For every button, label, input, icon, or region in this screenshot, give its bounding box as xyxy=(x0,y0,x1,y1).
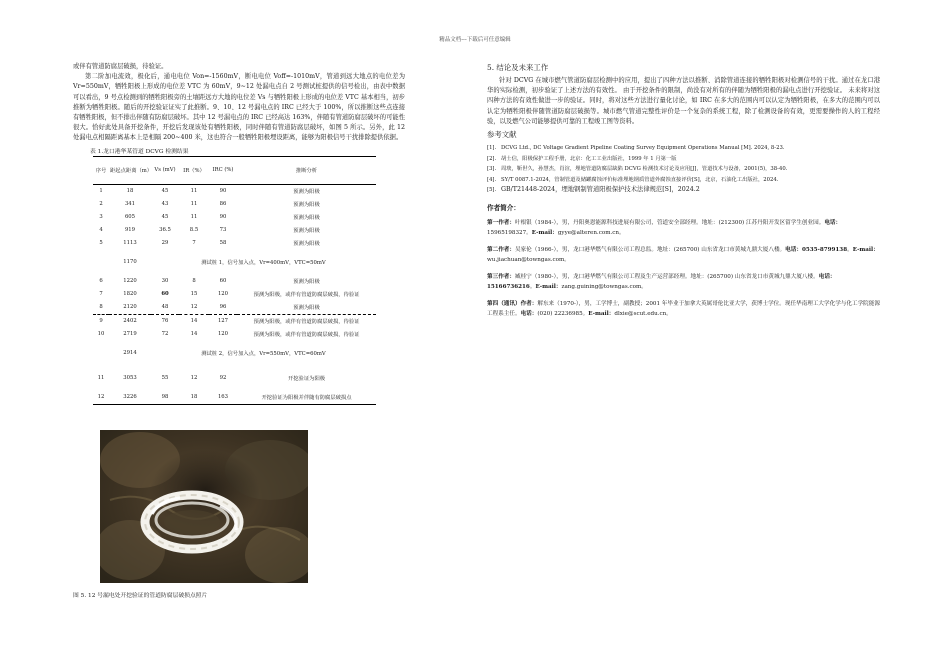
table-row xyxy=(93,198,376,211)
table-cell: 90 xyxy=(219,188,227,195)
table-cell: 919 xyxy=(124,227,136,234)
table-cell: 2914 xyxy=(123,350,137,357)
table-cell: 预测为阳极 xyxy=(237,301,376,315)
references-title: 参考文献 xyxy=(487,130,517,140)
table-cell: 6 xyxy=(99,278,103,285)
table-cell: 341 xyxy=(124,201,136,208)
table-cell: 2402 xyxy=(123,318,137,325)
reference-item xyxy=(487,154,880,165)
table-cell: 测试桩 2，信号加入点，Vr=550mV，VTC=60mV xyxy=(201,351,326,358)
text-span: GB/T21448-2024，埋地钢制管道阳极保护技术法律规范[S]，2024.2 xyxy=(501,186,700,194)
page-header: 精品文档---下载后可任意编辑 xyxy=(439,37,511,43)
author-entry: 第一作者：叶根银（1984-），男，丹阳奥恩能源科技进展有限公司，管道安全部经理。地址：(212300) 江苏丹阳开发区留学生创业园。电话：15965198327。E-mail：gyye@alteren.com.cn。 xyxy=(487,219,842,237)
reference-item xyxy=(487,175,880,186)
table-cell: 测试桩 1，信号加入点，Vr=400mV，VTC=50mV xyxy=(201,260,326,267)
table-cell: 7 xyxy=(192,240,196,247)
table-cell: 预测为阳极 xyxy=(293,241,320,248)
reference-item xyxy=(487,185,880,196)
col-header-vs: Vs (mV) xyxy=(151,156,179,184)
table-cell: 1170 xyxy=(123,259,137,266)
table-cell xyxy=(93,250,109,275)
table-row xyxy=(93,328,376,341)
reference-item xyxy=(487,143,880,154)
text-span: E-mail： xyxy=(535,284,562,291)
section-title: 5. 结论及未来工作 xyxy=(487,63,549,72)
table-cell: 14 xyxy=(190,318,198,325)
text-span: 电话： xyxy=(824,219,842,226)
col-header-irc: IRC (%) xyxy=(209,156,237,184)
authors-title: 作者简介： xyxy=(487,203,520,212)
table-cell: 92 xyxy=(219,375,227,382)
author-entry: 第三作者：臧桂宁（1980-），男，龙口港华燃气有限公司工程及生产运营部经理。地址：(265700) 山东省龙口市黄城九鼎大厦八楼。电话：15166736216。E-mail：zang.guining@towngas.com。 xyxy=(487,273,836,291)
text-span: 电话： xyxy=(818,273,836,280)
table-cell: 3 xyxy=(99,214,103,221)
table-cell: 1820 xyxy=(123,291,137,298)
table-cell: 1220 xyxy=(123,278,137,285)
table-cell: 45 xyxy=(161,214,169,221)
text-span: dlxie@scut.edu.cn。 xyxy=(614,311,672,318)
table-cell: 开挖验证为阳极并伴随有防腐层破损点 xyxy=(237,391,376,405)
text-span: 叶根银（1984-），男，丹阳奥恩能源科技进展有限公司，管道安全部经理。地址：(212300) 江苏丹阳开发区留学生创业园。 xyxy=(514,219,825,226)
table-cell: 120 xyxy=(217,291,229,298)
table-cell: 12 xyxy=(179,301,209,315)
text-span: 电话： xyxy=(520,311,538,318)
test-point-row xyxy=(93,341,376,366)
table-caption: 表 1.龙口港华某管道 DCVG 检测结果 xyxy=(90,148,189,155)
table-cell: 96 xyxy=(209,301,237,315)
figure-caption: 图 5. 12 号漏电处开挖验证的管道防腐层破损点照片 xyxy=(73,593,208,599)
table-cell: 43 xyxy=(161,201,169,208)
table-cell: 1 xyxy=(99,188,103,195)
table-cell: 11 xyxy=(190,214,198,221)
table-cell: 11 xyxy=(97,375,105,382)
table-cell: 36.5 xyxy=(159,227,171,234)
text-span: E-mail： xyxy=(531,230,558,237)
excavation-photo-image xyxy=(100,430,308,583)
table-cell: 15 xyxy=(190,291,198,298)
author-entry: 第二作者：吴家伦（1966-），男，龙口港华燃气有限公司工程总监。地址：(265700) 山东省龙口市黄城九鼎大厦八楼。电话：0535-8799138。E-mail：wu.jiachuan@towngas.com。 xyxy=(487,246,879,264)
dcvg-results-table xyxy=(93,156,376,405)
left-column xyxy=(73,62,405,405)
table-cell: 60 xyxy=(161,291,169,298)
table-cell: 11 xyxy=(190,201,198,208)
text-span: 15965198327 xyxy=(487,230,527,237)
table-cell: 11 xyxy=(190,188,198,195)
table-cell: 90 xyxy=(219,214,227,221)
table-cell: 30 xyxy=(161,278,169,285)
text-span: 吴家伦（1966-），男，龙口港华燃气有限公司工程总监。地址：(265700) 山东省龙口市黄城九鼎大厦八楼。 xyxy=(514,246,786,253)
table-row xyxy=(93,184,376,198)
paragraph-conclusion: 针对 DCVG 在城市燃气管道防腐层检测中的应用，提出了四种方法以推断、消除管道连接的牺牲阳极对检测信号的干扰。通过在龙口港华的实际检测，初步验证了上述方法的有效性。 由于开挖条件的限制，尚没有对所有的伴随为牺牲阳极的漏电点进行开挖验证。 未来将对这四种方法的有效性做进一步的验证。同时，将对这些方法进行量化讨论，如 IRC 在多大的范围内可以认定为牺牲阳极，在多大的范围内可以认定为牺牲阳极伴随管道防腐层破损等。城市燃气管道完整性评价是一个复杂的系统工程，除了检测设备的有效，更需要操作的人的工程经验，以及燃气公司能够提供可靠的工程竣工图等资料。 xyxy=(487,77,880,125)
table-cell xyxy=(93,341,109,366)
table-cell: 98 xyxy=(151,391,179,405)
table-cell: 29 xyxy=(161,240,169,247)
text-span: [3]. xyxy=(487,166,497,173)
table-row xyxy=(93,288,376,301)
text-span: (020) 22236985 xyxy=(537,311,583,318)
table-cell: 5 xyxy=(99,240,103,247)
text-span: [2]. xyxy=(487,155,497,162)
reference-item xyxy=(487,164,880,175)
table-cell: 76 xyxy=(161,318,169,325)
table-cell: 73 xyxy=(219,227,227,234)
table-cell: 18 xyxy=(179,391,209,405)
table-row xyxy=(93,301,376,315)
test-point-row xyxy=(93,250,376,275)
text-span: gyye@alteren.com.cn。 xyxy=(557,230,625,237)
table-cell: 预测为阳极 xyxy=(293,189,320,196)
col-header-analysis: 推断分析 xyxy=(237,156,376,184)
table-cell: 预测为阳极，或伴有管道防腐层破损，待验证 xyxy=(253,292,360,299)
table-row xyxy=(93,366,376,391)
text-span: 第四（通讯）作者： xyxy=(487,300,538,307)
table-row xyxy=(93,211,376,224)
table-cell: 14 xyxy=(190,331,198,338)
table-cell: 163 xyxy=(209,391,237,405)
text-span: E-mail： xyxy=(852,246,879,253)
table-row xyxy=(93,237,376,250)
table-cell: 2719 xyxy=(123,331,137,338)
text-span: DCVG Ltd., DC Voltage Gradient Pipeline Coating Survey Equipment Operations Manual [M]. 2024, 8-23. xyxy=(501,145,785,152)
table-row xyxy=(93,275,376,288)
author-entry: 第四（通讯）作者：解东来（1970-），男，工学博士，副教授；2001 年毕业于加拿大英属哥伦比亚大学，获博士学位。现任华南理工大学化学与化工学院能源工程系主任。电话：(020) 22236985。E-mail：dlxie@scut.edu.cn。 xyxy=(487,300,880,318)
table-cell: 预测为阳极 xyxy=(293,279,320,286)
text-span: 电话： xyxy=(785,246,802,253)
table-cell: 12 xyxy=(93,391,109,405)
text-span: [4]. xyxy=(487,176,497,183)
text-span: 周琰，靳世久，孙慧杰，肖渲，埋地管道防腐层缺陷 DCVG 检测技术讨论及应用[J]，管道技术与设备，2001(5)，38-40. xyxy=(501,166,788,173)
text-span: 解东来（1970-），男，工学博士，副教授；2001 年毕业于加拿大英属哥伦比亚大学，获博士学位。现任华南理工大学化学与化工学院能源工程系主任。 xyxy=(487,300,880,318)
text-span: 0535-8799138 xyxy=(801,246,848,253)
table-cell: 12 xyxy=(190,375,198,382)
table-cell: 55 xyxy=(161,375,169,382)
col-header-ir: IR（%） xyxy=(179,156,209,184)
table-cell: 预测为阳极，或伴有管道防腐层破损，待验证 xyxy=(253,319,360,326)
text-span: 15166736216 xyxy=(487,284,530,291)
table-cell: 18 xyxy=(126,188,134,195)
table-cell: 2 xyxy=(99,201,103,208)
table-cell: 48 xyxy=(151,301,179,315)
paragraph-analysis: 第二阶加电流效，极化后，通电电位 Von=-1560mV，断电电位 Voff=-1010mV，管道到远大地点的电位差为 Vr=550mV，牺牲阳极上形成的电位差 VTC 为 60mV，9~12 处漏电点自 2 号测试桩提供的信号检出，由表中数据可以看出，9 号点检测到的牺牲阳极旁的土壤距远方大地的电位差 Vs 与牺牲阳极上形成的电位差 VTC 基本相当，初步推断为牺牲阳极。随后的开挖验证证实了此推断。9、10、12 号漏电点的 IRC 已经大于 100%，所以推断这些点连接有牺牲阳极，但不排出伴随有防腐层破坏。其中 12 号漏电点的 IRC 已经高达 163%，伴随有管道防腐层破坏的可能性很大。恰好此处具备开挖条件，开挖后发现该处有牺牲阳极，同时伴随有管道防腐层破坏，如图 5 所示。另外，此 12 处漏电点相隔距离基本上是相隔 200~400 米，这也符合一般牺牲阳极埋设距离，能够为阳极信号干扰排除提供依据。 xyxy=(73,73,405,142)
text-span: zang.guining@towngas.com。 xyxy=(561,284,647,291)
table-cell: 10 xyxy=(97,331,105,338)
paragraph-intro: 或伴有管道防腐层破损，待验证。 xyxy=(73,63,168,70)
table-cell: 预测为阳极，或伴有管道防腐层破损，待验证 xyxy=(253,332,360,339)
table-row xyxy=(93,314,376,328)
table-row xyxy=(93,224,376,237)
table-cell: 预测为阳极 xyxy=(293,228,320,235)
table-cell: 3226 xyxy=(109,391,151,405)
table-cell: 72 xyxy=(161,331,169,338)
table-cell: 预测为阳极 xyxy=(293,202,320,209)
text-span: [5]. xyxy=(487,187,497,194)
table-cell: 2120 xyxy=(109,301,151,315)
table-cell: 45 xyxy=(161,188,169,195)
col-header-distance: 距起点距离（m） xyxy=(109,156,151,184)
text-span: 第三作者： xyxy=(487,273,515,280)
table-cell: 120 xyxy=(217,331,229,338)
table-cell: 1113 xyxy=(123,240,137,247)
table-cell: 4 xyxy=(99,227,103,234)
table-cell: 开挖验证为阳极 xyxy=(287,376,326,383)
table-cell: 60 xyxy=(219,278,227,285)
table-cell: 8 xyxy=(192,278,196,285)
table-cell: 3053 xyxy=(123,375,137,382)
text-span: 胡士信，阳极保护工程手册，北京：化工工业出版社，1999 年 1 月第一版 xyxy=(501,155,677,162)
text-span: [1]. xyxy=(487,145,497,152)
text-span: E-mail： xyxy=(588,311,615,318)
text-span: SY/T 0087.1-2024，管制管道及储罐腐蚀评价标准埋地钢质管道外腐蚀直接评价[S]，北京，石油化工出版社，2024. xyxy=(501,176,779,183)
text-span: wu.jiachuan@towngas.com。 xyxy=(487,257,570,264)
table-cell: 86 xyxy=(219,201,227,208)
table-cell: 127 xyxy=(217,318,229,325)
table-cell: 预测为阳极 xyxy=(293,215,320,222)
text-span: 臧桂宁（1980-），男，龙口港华燃气有限公司工程及生产运营部经理。地址：(265700) 山东省龙口市黄城九鼎大厦八楼。 xyxy=(514,273,819,280)
col-header-no: 序号 xyxy=(93,156,109,184)
table-cell: 7 xyxy=(99,291,103,298)
table-cell: 8 xyxy=(93,301,109,315)
table-cell: 8.5 xyxy=(189,227,199,234)
text-span: 第二作者： xyxy=(487,246,515,253)
table-cell: 605 xyxy=(124,214,136,221)
table-cell: 9 xyxy=(99,318,103,325)
excavation-photo xyxy=(100,430,308,583)
table-cell: 58 xyxy=(219,240,227,247)
table-row xyxy=(93,391,376,405)
right-column xyxy=(487,62,880,326)
text-span: 第一作者： xyxy=(487,219,515,226)
